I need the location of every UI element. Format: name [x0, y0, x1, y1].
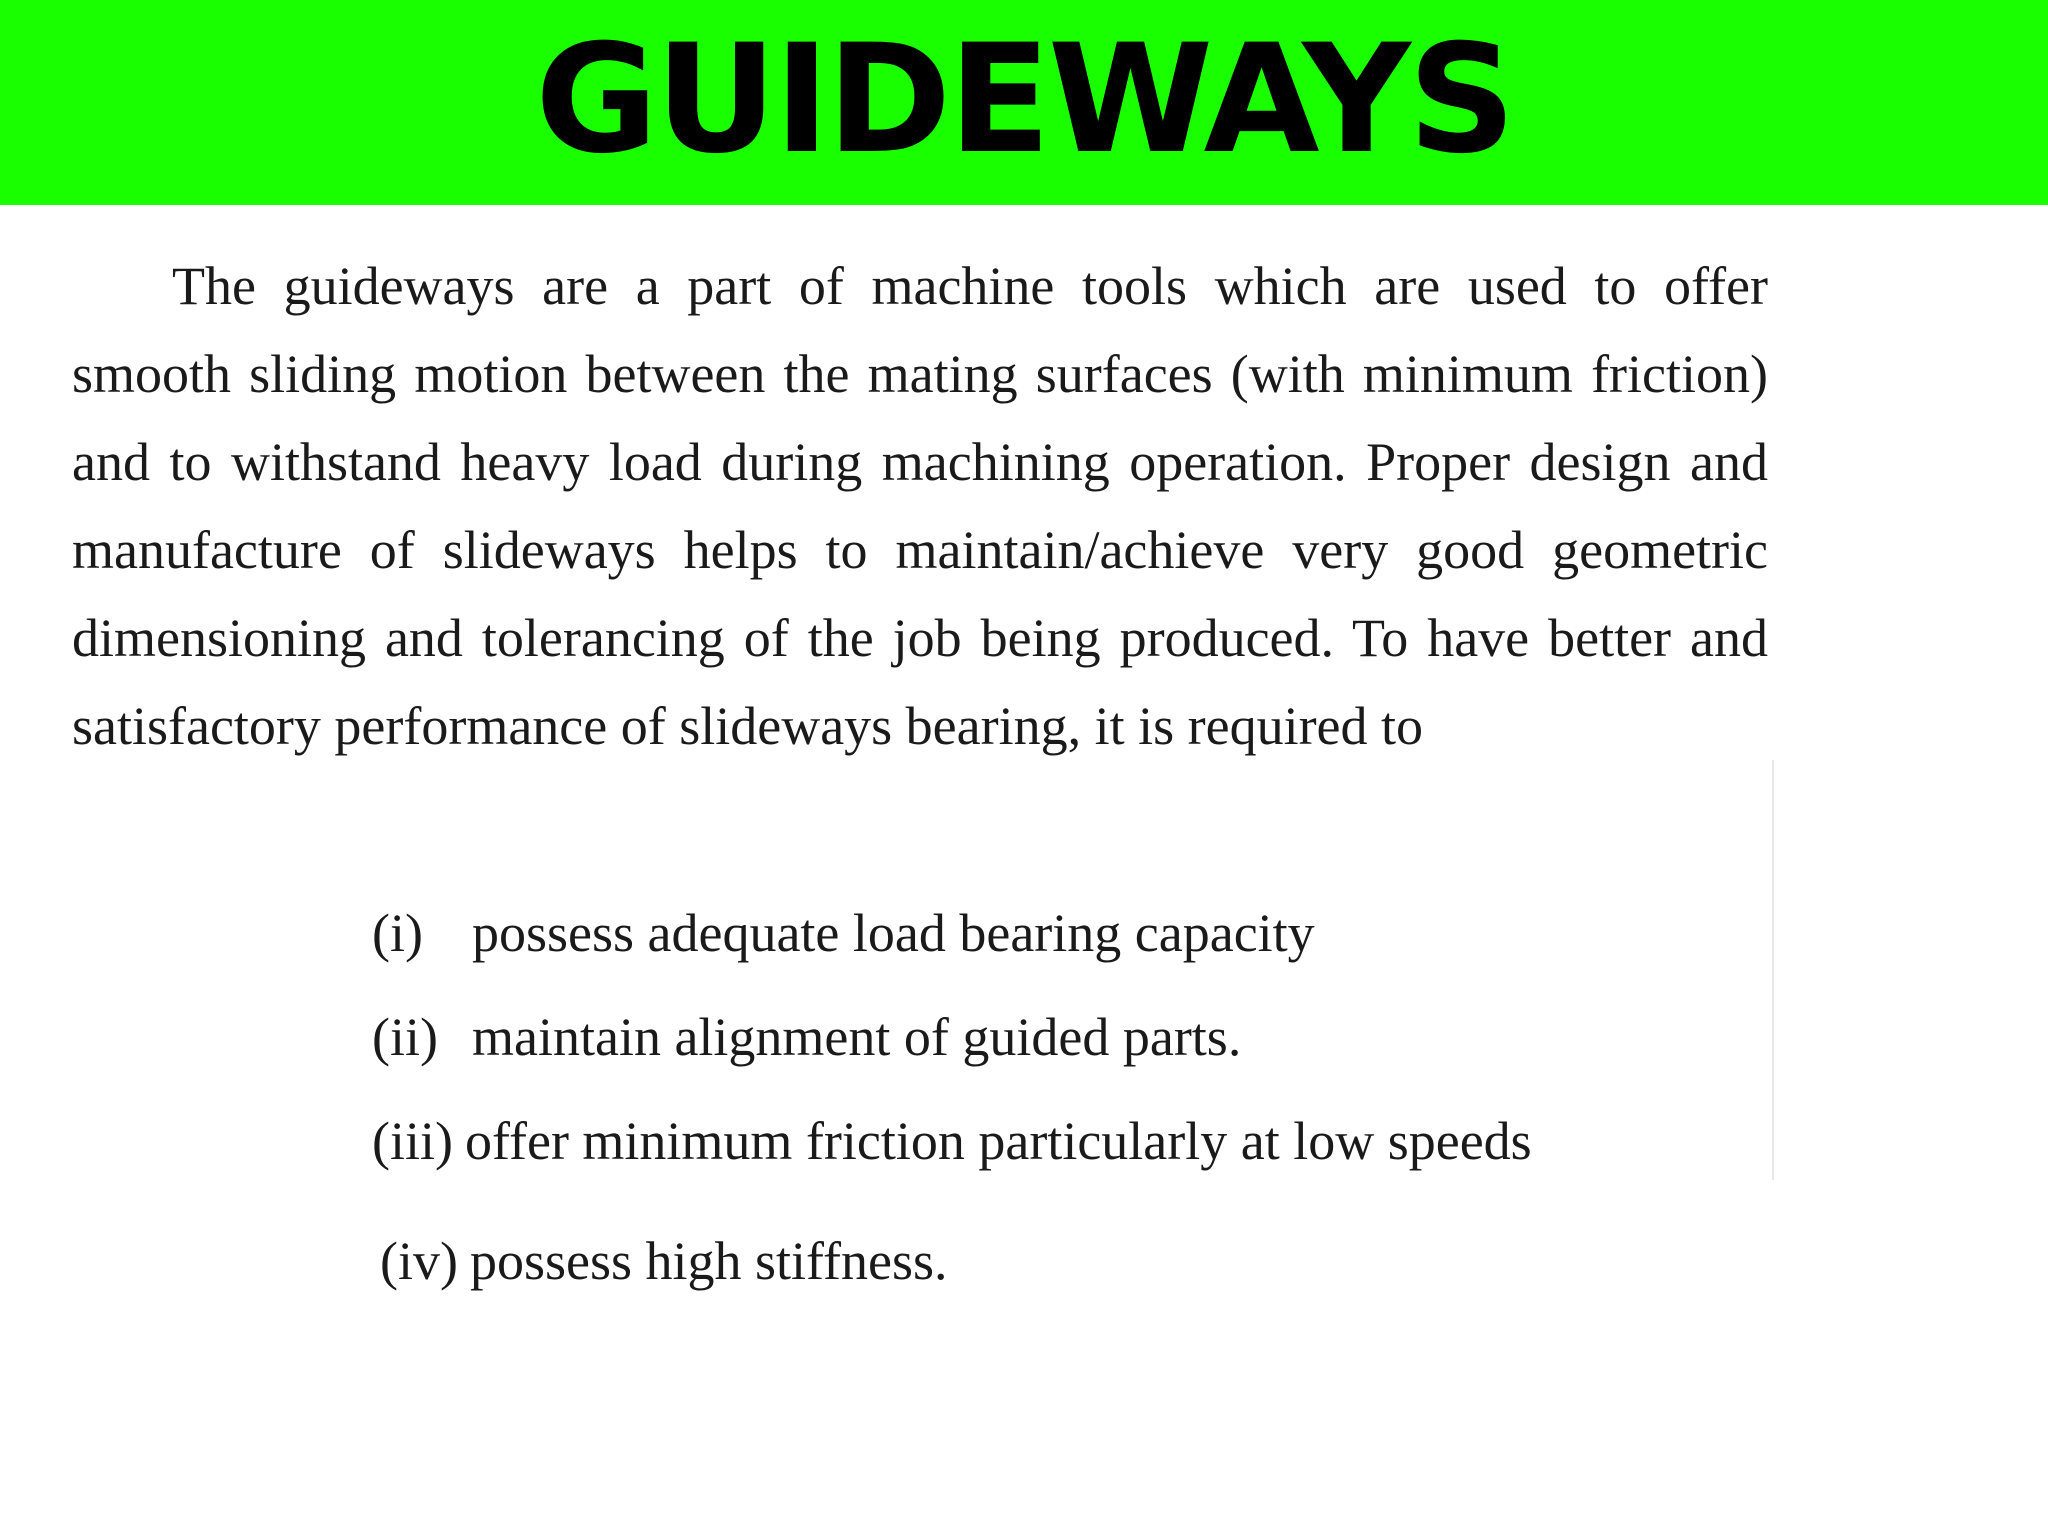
list-item-marker: (iv) [380, 1231, 458, 1291]
list-item [380, 1230, 948, 1292]
list-item [372, 902, 1315, 964]
intro-paragraph: The guideways are a part of machine tools which are used to offer smooth sliding motion between the mating surfaces (with minimum friction) and to withstand heavy load during machining operation. Proper design and manufacture of slideways helps to maintain/achieve very good geometric dimensioning and tolerancing of the job being produced. To have better and satisfactory performance of slideways bearing, it is required to [72, 256, 1768, 756]
list-item-text: possess high stiffness. [469, 1231, 948, 1291]
list-item [372, 1110, 1532, 1172]
list-item-text: maintain alignment of guided parts. [472, 1007, 1242, 1067]
list-item-marker: (ii) [372, 1007, 438, 1067]
list-item-marker: (iii) [372, 1111, 453, 1171]
list-item-text: offer minimum friction particularly at low speeds [464, 1111, 1532, 1171]
scan-edge-decoration [1772, 760, 1774, 1180]
list-item-text: possess adequate load bearing capacity [472, 903, 1315, 963]
list-item [372, 1006, 1241, 1068]
page-title: GUIDEWAYS [535, 13, 1513, 187]
list-item-marker: (i) [372, 903, 423, 963]
